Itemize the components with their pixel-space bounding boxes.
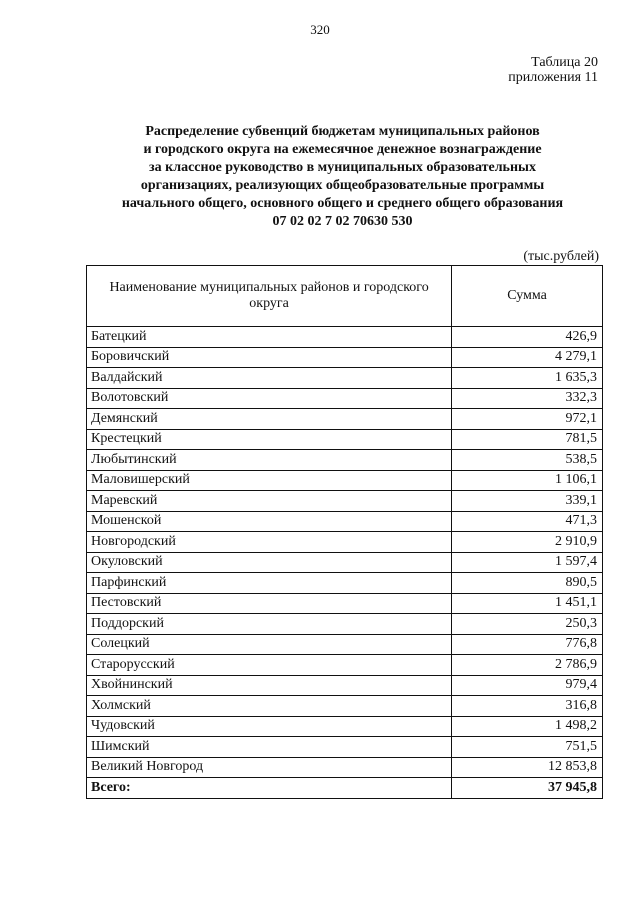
district-sum: 1 498,2: [452, 716, 603, 737]
title-line: начального общего, основного общего и среднего общего образования: [121, 196, 564, 211]
table-row: [87, 327, 603, 348]
district-sum: 1 106,1: [452, 470, 603, 491]
table-row: [87, 716, 603, 737]
district-name: Окуловский: [87, 552, 452, 573]
table-row: [87, 614, 603, 635]
page-number: 320: [310, 22, 330, 37]
district-sum: 776,8: [452, 634, 603, 655]
district-sum: 2 786,9: [452, 655, 603, 676]
district-sum: 979,4: [452, 675, 603, 696]
total-sum: 37 945,8: [452, 778, 603, 799]
title-line: и городского округа на ежемесячное денежное вознаграждение: [143, 142, 542, 157]
district-sum: 1 451,1: [452, 593, 603, 614]
table-row: [87, 470, 603, 491]
table-header-row: [87, 266, 603, 327]
appendix-number: приложения 11: [508, 70, 598, 85]
table-row: [87, 347, 603, 368]
table-row: [87, 593, 603, 614]
district-sum: 4 279,1: [452, 347, 603, 368]
district-name: Пестовский: [87, 593, 452, 614]
district-sum: 2 910,9: [452, 532, 603, 553]
table-row: [87, 388, 603, 409]
total-label: Всего:: [87, 778, 452, 799]
title-line: Распределение субвенций бюджетам муниципальных районов: [145, 124, 540, 139]
table-row: [87, 634, 603, 655]
budget-code: 07 02 02 7 02 70630 530: [272, 214, 413, 229]
table-row: [87, 532, 603, 553]
district-sum: 972,1: [452, 409, 603, 430]
district-sum: 12 853,8: [452, 757, 603, 778]
district-name: Мошенской: [87, 511, 452, 532]
table-row: [87, 573, 603, 594]
table-row: [87, 450, 603, 471]
district-name: Волотовский: [87, 388, 452, 409]
district-sum: 781,5: [452, 429, 603, 450]
header-name: Наименование муниципальных районов и городского округа: [87, 266, 452, 327]
district-name: Хвойнинский: [87, 675, 452, 696]
table-number: Таблица 20: [531, 55, 598, 70]
district-name: Боровичский: [87, 347, 452, 368]
table-reference: [508, 55, 598, 85]
district-sum: 1 597,4: [452, 552, 603, 573]
table-row: [87, 675, 603, 696]
district-sum: 1 635,3: [452, 368, 603, 389]
header-sum: Сумма: [452, 266, 603, 327]
table-row: [87, 655, 603, 676]
district-sum: 339,1: [452, 491, 603, 512]
district-name: Холмский: [87, 696, 452, 717]
units-label: (тыс.рублей): [523, 249, 599, 264]
table-row: [87, 737, 603, 758]
district-sum: 538,5: [452, 450, 603, 471]
district-name: Великий Новгород: [87, 757, 452, 778]
total-row: [87, 778, 603, 799]
district-sum: 751,5: [452, 737, 603, 758]
district-name: Валдайский: [87, 368, 452, 389]
table-row: [87, 757, 603, 778]
table-row: [87, 696, 603, 717]
district-sum: 250,3: [452, 614, 603, 635]
district-name: Чудовский: [87, 716, 452, 737]
district-name: Новгородский: [87, 532, 452, 553]
district-name: Поддорский: [87, 614, 452, 635]
district-name: Маловишерский: [87, 470, 452, 491]
district-name: Любытинский: [87, 450, 452, 471]
district-name: Старорусский: [87, 655, 452, 676]
district-sum: 890,5: [452, 573, 603, 594]
district-name: Шимский: [87, 737, 452, 758]
district-name: Парфинский: [87, 573, 452, 594]
table-row: [87, 491, 603, 512]
district-name: Солецкий: [87, 634, 452, 655]
district-name: Батецкий: [87, 327, 452, 348]
title-line: организациях, реализующих общеобразовательные программы: [140, 178, 545, 193]
document-title: [80, 123, 605, 231]
district-name: Маревский: [87, 491, 452, 512]
table-row: [87, 552, 603, 573]
district-name: Демянский: [87, 409, 452, 430]
district-sum: 471,3: [452, 511, 603, 532]
district-sum: 332,3: [452, 388, 603, 409]
district-sum: 316,8: [452, 696, 603, 717]
title-line: за классное руководство в муниципальных образовательных: [149, 160, 536, 175]
table-row: [87, 511, 603, 532]
table-row: [87, 429, 603, 450]
table-row: [87, 368, 603, 389]
table-row: [87, 409, 603, 430]
district-sum: 426,9: [452, 327, 603, 348]
district-name: Крестецкий: [87, 429, 452, 450]
subvention-table: [86, 265, 603, 799]
